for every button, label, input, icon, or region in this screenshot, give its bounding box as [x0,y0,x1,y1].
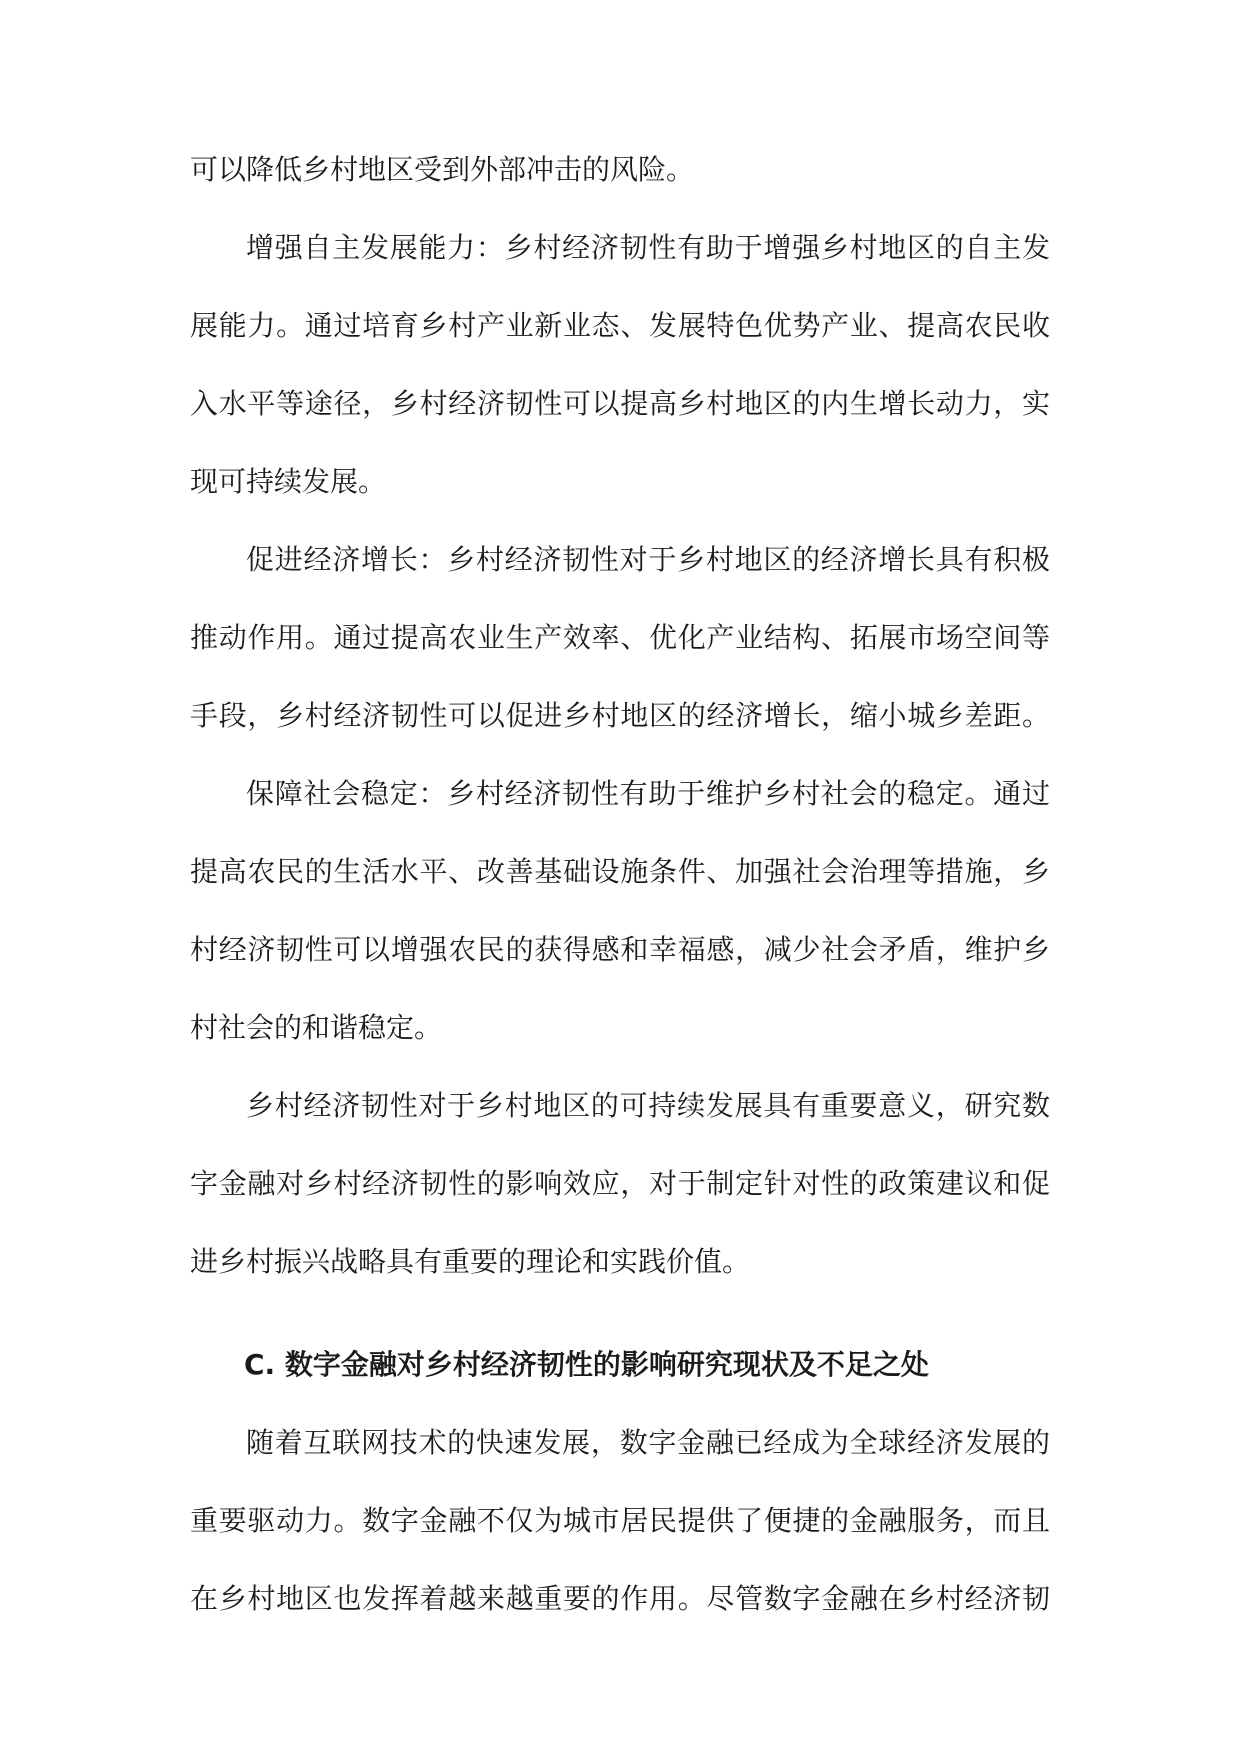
paragraph-line: 展能力。通过培育乡村产业新业态、发展特色优势产业、提高农民收 [190,309,1050,342]
paragraph-line: 入水平等途径，乡村经济韧性可以提高乡村地区的内生增长动力，实 [190,387,1050,420]
paragraph-line: 保障社会稳定：乡村经济韧性有助于维护乡村社会的稳定。通过 [246,777,1050,810]
paragraph-line: 随着互联网技术的快速发展，数字金融已经成为全球经济发展的 [246,1426,1050,1459]
paragraph-line: 村经济韧性可以增强农民的获得感和幸福感，减少社会矛盾，维护乡 [190,933,1050,966]
paragraph-line: 手段，乡村经济韧性可以促进乡村地区的经济增长，缩小城乡差距。 [190,699,1050,732]
paragraph-line: 重要驱动力。数字金融不仅为城市居民提供了便捷的金融服务，而且 [190,1504,1050,1537]
paragraph-line: 在乡村地区也发挥着越来越重要的作用。尽管数字金融在乡村经济韧 [190,1582,1050,1615]
section-heading: C. 数字金融对乡村经济韧性的影响研究现状及不足之处 [244,1348,929,1381]
paragraph-line: 进乡村振兴战略具有重要的理论和实践价值。 [190,1245,751,1278]
paragraph-line: 村社会的和谐稳定。 [190,1011,443,1044]
paragraph-line: 增强自主发展能力：乡村经济韧性有助于增强乡村地区的自主发 [246,231,1050,264]
paragraph-line: 促进经济增长：乡村经济韧性对于乡村地区的经济增长具有积极 [246,543,1050,576]
paragraph-line: 现可持续发展。 [190,465,387,498]
paragraph-line: 推动作用。通过提高农业生产效率、优化产业结构、拓展市场空间等 [190,621,1050,654]
paragraph-line: 提高农民的生活水平、改善基础设施条件、加强社会治理等措施，乡 [190,855,1050,888]
paragraph-line: 字金融对乡村经济韧性的影响效应，对于制定针对性的政策建议和促 [190,1167,1050,1200]
paragraph-line: 乡村经济韧性对于乡村地区的可持续发展具有重要意义，研究数 [246,1089,1050,1122]
paragraph-line: 可以降低乡村地区受到外部冲击的风险。 [190,153,695,186]
